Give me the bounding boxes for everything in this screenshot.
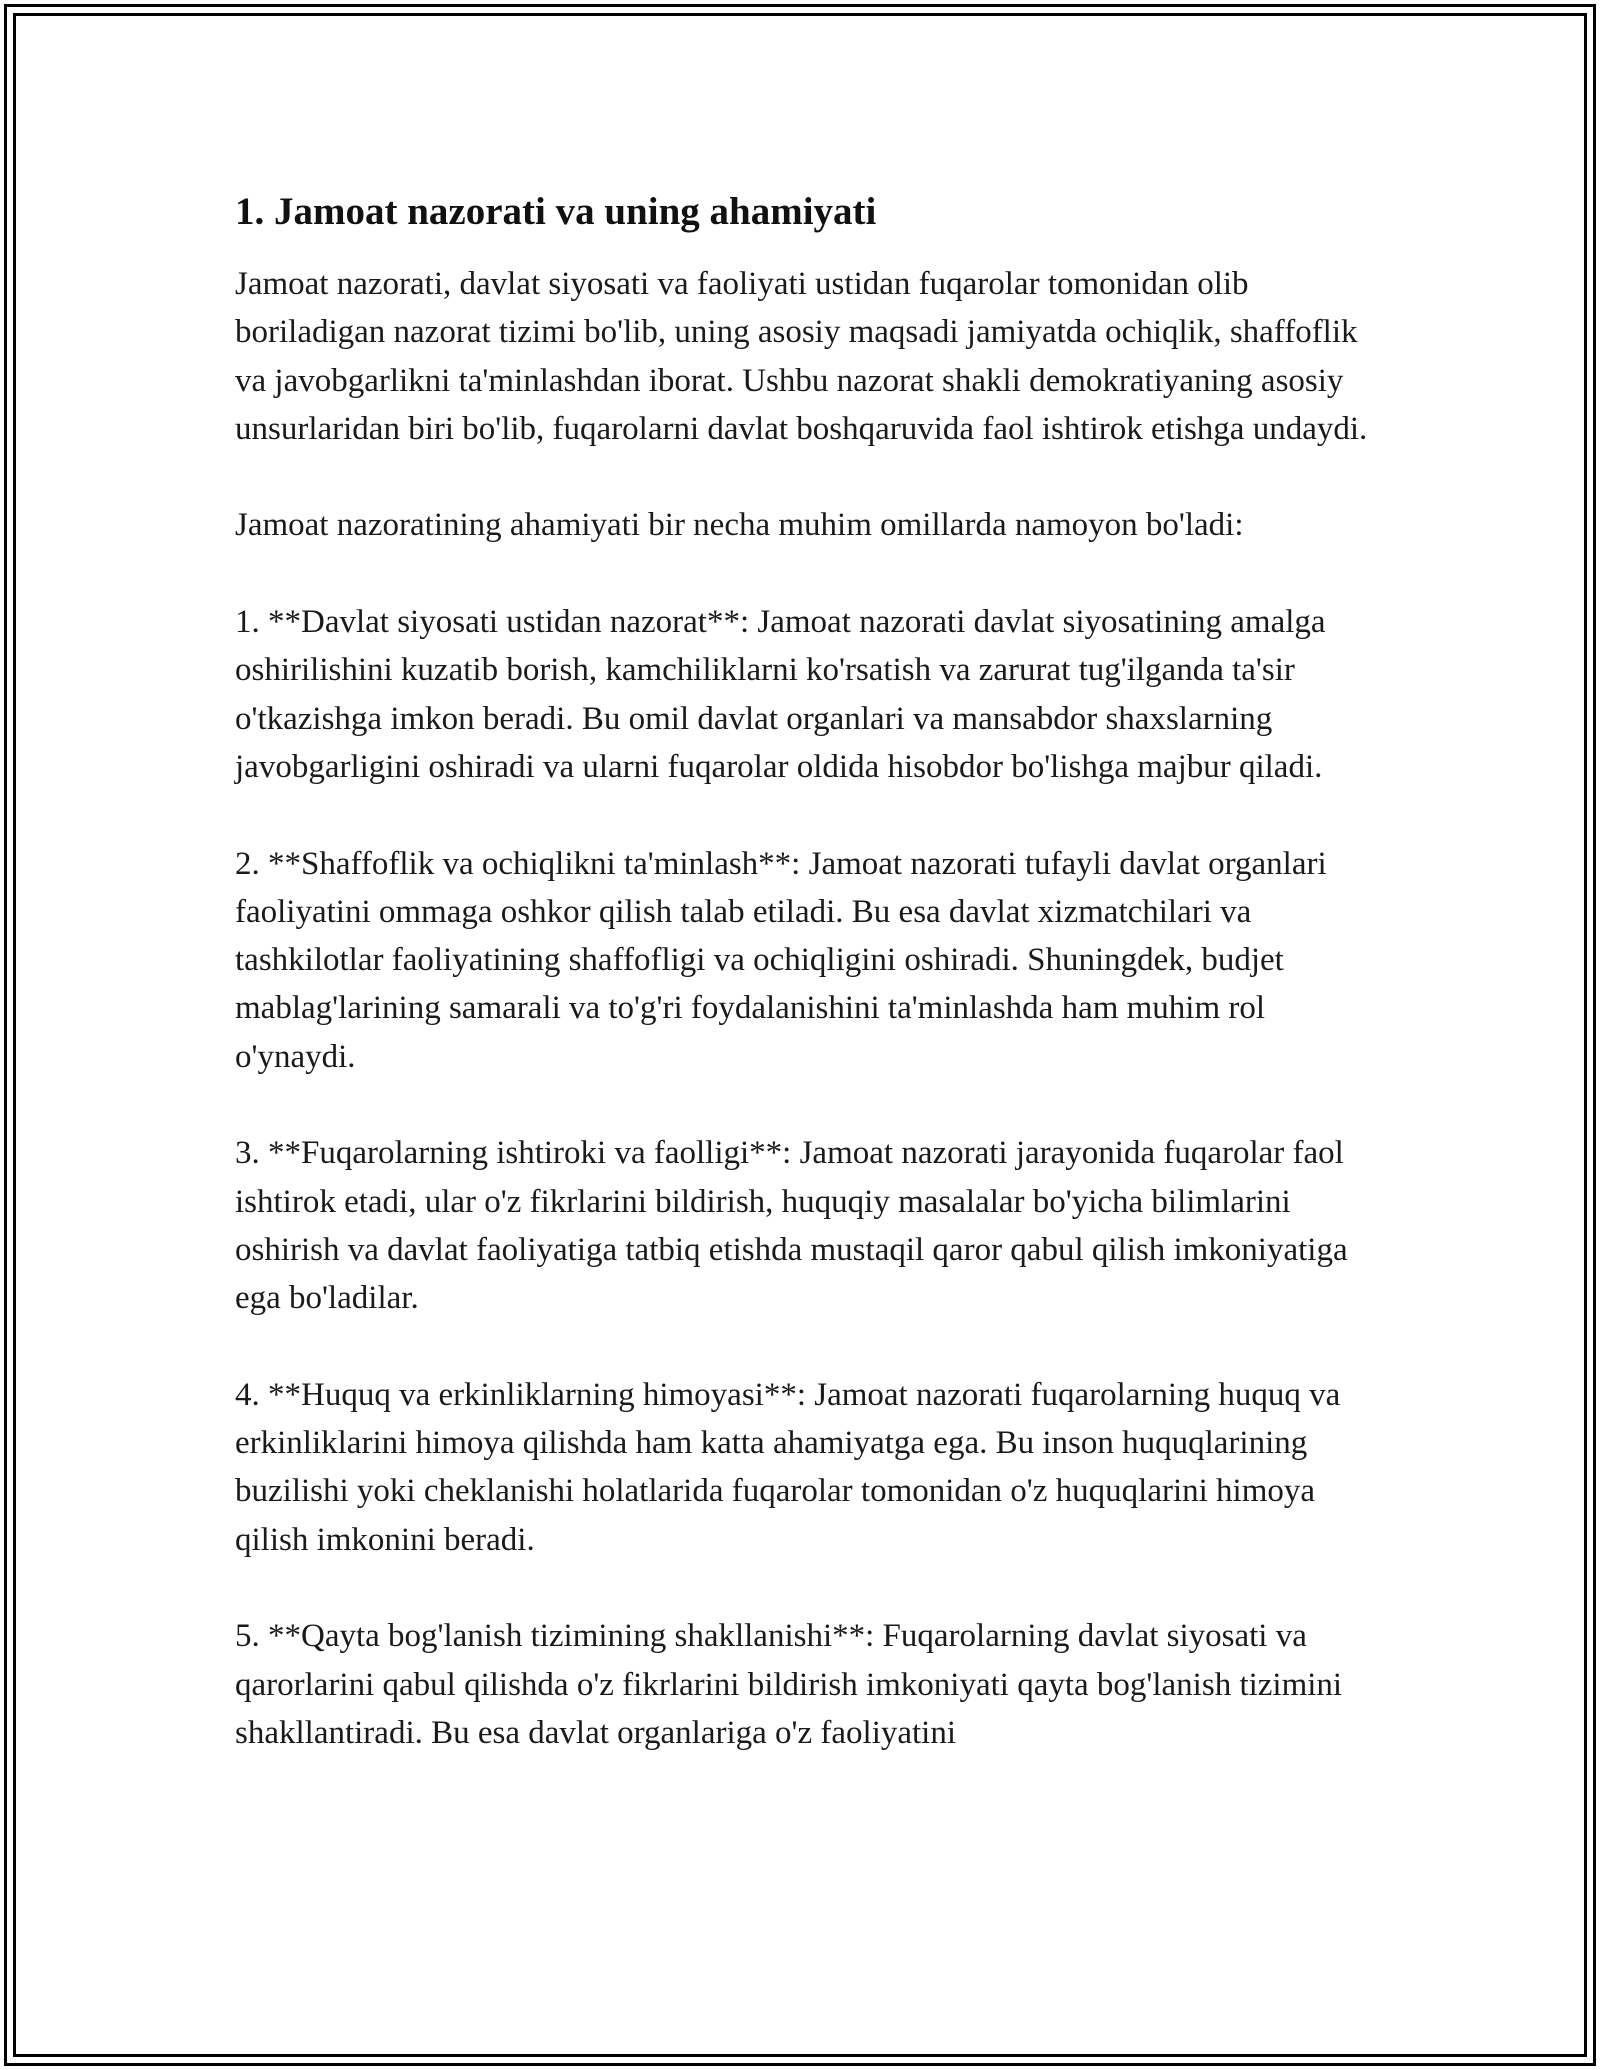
intro-paragraph: Jamoat nazorati, davlat siyosati va faoliyati ustidan fuqarolar tomonidan olib boriladigan nazorat tizimi bo'lib, uning asosiy maqsadi jamiyatda ochiqlik, shaffoflik va javobgarlikni ta'minlashdan iborat. Ushbu nazorat shakli demokratiyaning asosiy unsurlaridan biri bo'lib, fuqarolarni davlat boshqaruvida faol ishtirok etishga undaydi.	[235, 266, 1368, 447]
paragraph-spacer	[235, 1323, 1375, 1371]
list-item: 5. **Qayta bog'lanish tizimining shakllanishi**: Fuqarolarning davlat siyosati va qarorlarini qabul qilishda o'z fikrlarini bildirish imkoniyati qayta bog'lanish tizimini shakllantiradi. Bu esa davlat organlariga o'z faoliyatini	[235, 1618, 1343, 1751]
list-item: 2. **Shaffoflik va ochiqlikni ta'minlash**: Jamoat nazorati tufayli davlat organlari faoliyatini ommaga oshkor qilish talab etiladi. Bu esa davlat xizmatchilari va tashkilotlar faoliyatining shaffofligi va ochiqligini oshiradi. Shuningdek, budjet mablag'larining samarali va to'g'ri foydalanishini ta'minlashda ham muhim rol o'ynaydi.	[235, 845, 1327, 1075]
paragraph-spacer	[235, 1564, 1375, 1612]
paragraph-spacer	[235, 1081, 1375, 1129]
lead-paragraph: Jamoat nazoratining ahamiyati bir necha muhim omillarda namoyon bo'ladi:	[235, 507, 1244, 544]
list-item: 4. **Huquq va erkinliklarning himoyasi**: Jamoat nazorati fuqarolarning huquq va erkinliklarini himoya qilishda ham katta ahamiyatga ega. Bu inson huquqlarining buzilishi yoki cheklanishi holatlarida fuqarolar tomonidan o'z huquqlarini himoya qilish imkonini beradi.	[235, 1376, 1341, 1558]
document-title: 1. Jamoat nazorati va uning ahamiyati	[235, 190, 877, 233]
paragraph-spacer	[235, 791, 1375, 839]
document-body	[235, 186, 1375, 1757]
list-item: 3. **Fuqarolarning ishtiroki va faolligi**: Jamoat nazorati jarayonida fuqarolar faol ishtirok etadi, ular o'z fikrlarini bildirish, huquqiy masalalar bo'yicha bilimlarini oshirish va davlat faoliyatiga tatbiq etishda mustaqil qaror qabul qilish imkoniyatiga ega bo'ladilar.	[235, 1135, 1348, 1317]
paragraph-spacer	[235, 453, 1375, 501]
paragraph-spacer	[235, 550, 1375, 598]
list-item: 1. **Davlat siyosati ustidan nazorat**: Jamoat nazorati davlat siyosatining amalga oshirilishini kuzatib borish, kamchiliklarni ko'rsatish va zarurat tug'ilganda ta'sir o'tkazishga imkon beradi. Bu omil davlat organlari va mansabdor shaxslarning javobgarligini oshiradi va ularni fuqarolar oldida hisobdor bo'lishga majbur qiladi.	[235, 604, 1326, 785]
